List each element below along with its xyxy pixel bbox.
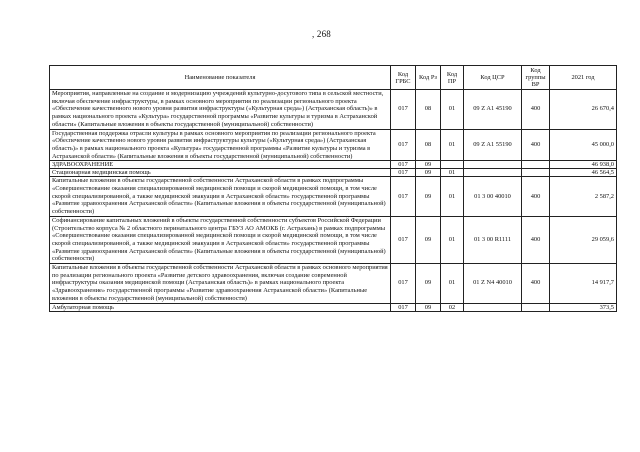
row-grbs: 017 (391, 129, 416, 161)
row-name: Софинансирование капитальных вложений в объекты государственной собственности субъектов Российской Федерации (Строительство корпуса № 2 областного перинатального центра ГБУЗ АО АМОКБ (г. Астрахань) в рамках подпрограммы «Совершенствование оказания специализированной медицинской помощи и скорой медицинской помощи, в том числе скорой специализированной, а также медицинской эвакуации в Астраханской области» государственной программы «Развитие здравоохранения Астраханской области» (Капитальные вложения в объекты государственной (муниципальной) собственности) (50, 216, 391, 263)
table-header-row (50, 66, 617, 90)
row-csr: 09 Z A1 55190 (464, 129, 522, 161)
table-row (50, 90, 617, 130)
table-row (50, 264, 617, 304)
table-row (50, 216, 617, 263)
row-name: Амбулаторная помощь (50, 303, 391, 311)
row-grbs: 017 (391, 303, 416, 311)
row-name: Государственная поддержка отрасли культуры в рамках основного мероприятия по реализации регионального проекта «Обеспечение качественно нового уровня развития инфраструктуры культуры («Культурная среда») (Астраханская область)» в рамках национального проекта «Культура» государственной программы «Развитие культуры и туризма в Астраханской области» (Капитальные вложения в объекты государственной (муниципальной) собственности) (50, 129, 391, 161)
row-rz: 09 (416, 169, 441, 177)
row-grbs: 017 (391, 169, 416, 177)
row-rz: 09 (416, 264, 441, 304)
row-pr: 02 (441, 303, 464, 311)
row-csr: 01 3 00 R1111 (464, 216, 522, 263)
header-name: Наименование показателя (50, 66, 391, 90)
row-name: Мероприятия, направленные на создание и модернизацию учреждений культурно-досугового типа в сельской местности, включая обеспечение инфраструктуры, в рамках основного мероприятия по реализации регионального проекта «Обеспечение качественного нового уровня развития инфраструктуры («Культурная среда») (Астраханская область)» в рамках национального проекта «Культура» государственной программы «Развитие культуры и туризма в Астраханской области» (Капитальные вложения в объекты государственной (муниципальной) собственности) (50, 90, 391, 130)
header-grbs: Код ГРБС (391, 66, 416, 90)
row-name: Стационарная медицинская помощь (50, 169, 391, 177)
row-grbs: 017 (391, 90, 416, 130)
row-grbs: 017 (391, 216, 416, 263)
row-vr: 400 (522, 129, 550, 161)
row-csr: 09 Z A1 45190 (464, 90, 522, 130)
table-row (50, 161, 617, 169)
page-number: , 268 (312, 29, 331, 39)
row-pr: 01 (441, 129, 464, 161)
header-amount: 2021 год (550, 66, 617, 90)
row-amount: 373,5 (550, 303, 617, 311)
row-pr: 01 (441, 169, 464, 177)
row-csr (464, 161, 522, 169)
row-csr: 01 3 00 40010 (464, 177, 522, 217)
header-csr: Код ЦСР (464, 66, 522, 90)
table-row (50, 303, 617, 311)
row-csr: 01 Z N4 40010 (464, 264, 522, 304)
row-rz: 09 (416, 177, 441, 217)
row-amount: 46 938,0 (550, 161, 617, 169)
row-amount: 29 059,6 (550, 216, 617, 263)
row-grbs: 017 (391, 177, 416, 217)
row-rz: 09 (416, 161, 441, 169)
row-name: Капитальные вложения в объекты государственной собственности Астраханской области в рамках основного мероприятия по реализации регионального проекта «Развитие детского здравоохранения, включая создание современной инфраструктуры оказания медицинской помощи (Астраханская область)» в рамках национального проекта «Здравоохранение» государственной программы «Развитие здравоохранения Астраханской области» (Капитальные вложения в объекты государственной (муниципальной) собственности) (50, 264, 391, 304)
row-vr (522, 303, 550, 311)
row-amount: 14 917,7 (550, 264, 617, 304)
row-grbs: 017 (391, 161, 416, 169)
row-vr: 400 (522, 216, 550, 263)
row-name: ЗДРАВООХРАНЕНИЕ (50, 161, 391, 169)
row-vr (522, 161, 550, 169)
table-row (50, 169, 617, 177)
row-vr: 400 (522, 264, 550, 304)
row-rz: 09 (416, 216, 441, 263)
row-vr (522, 169, 550, 177)
row-amount: 46 564,5 (550, 169, 617, 177)
header-rz: Код Рз (416, 66, 441, 90)
row-amount: 45 000,0 (550, 129, 617, 161)
row-pr: 01 (441, 216, 464, 263)
row-rz: 08 (416, 90, 441, 130)
table-row (50, 129, 617, 161)
row-pr: 01 (441, 177, 464, 217)
row-rz: 08 (416, 129, 441, 161)
row-amount: 2 587,2 (550, 177, 617, 217)
budget-table (49, 65, 617, 312)
header-pr: Код ПР (441, 66, 464, 90)
row-grbs: 017 (391, 264, 416, 304)
row-csr (464, 303, 522, 311)
row-vr: 400 (522, 90, 550, 130)
row-csr (464, 169, 522, 177)
row-pr: 01 (441, 264, 464, 304)
row-pr (441, 161, 464, 169)
row-pr: 01 (441, 90, 464, 130)
row-name: Капитальные вложения в объекты государственной собственности Астраханской области в рамках подпрограммы «Совершенствование оказания специализированной медицинской помощи и скорой медицинской помощи, в том числе скорой специализированной, а также медицинской эвакуации в Астраханской области» государственной программы «Развитие здравоохранения Астраханской области» (Капитальные вложения в объекты государственной (муниципальной) собственности) (50, 177, 391, 217)
table-row (50, 177, 617, 217)
header-vr: Код группы ВР (522, 66, 550, 90)
row-amount: 26 670,4 (550, 90, 617, 130)
row-rz: 09 (416, 303, 441, 311)
row-vr: 400 (522, 177, 550, 217)
